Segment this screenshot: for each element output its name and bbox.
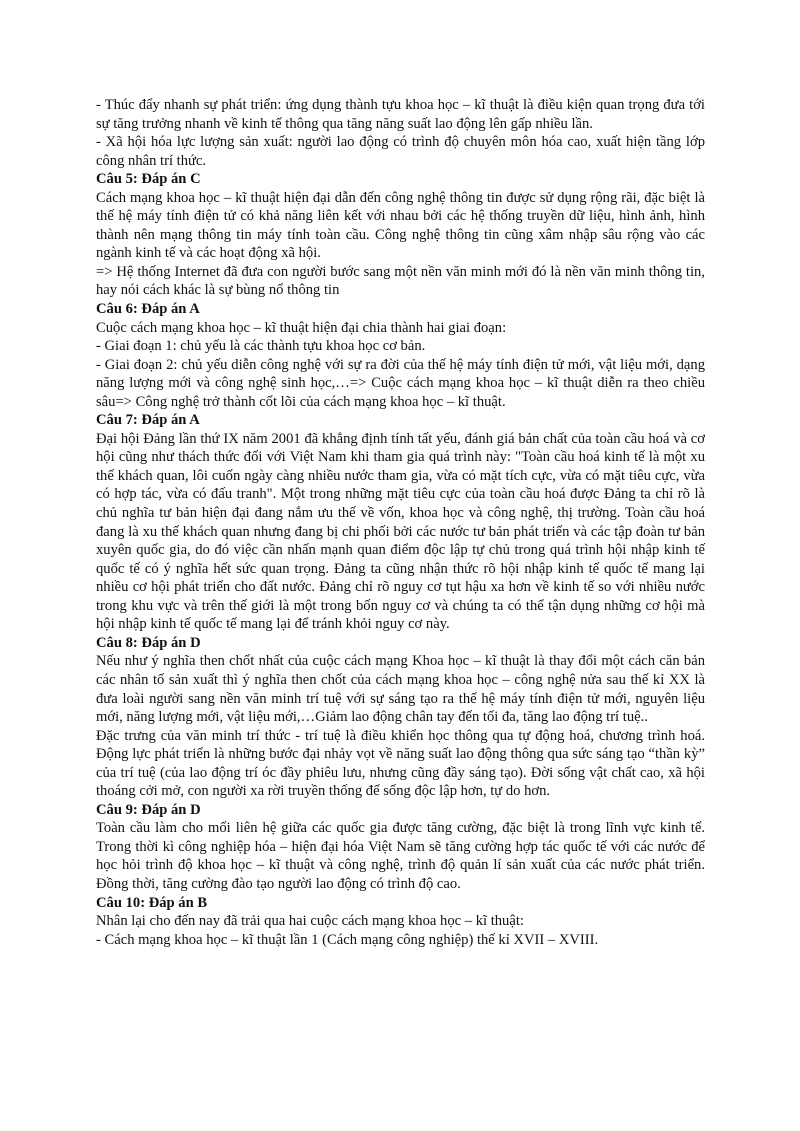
question-heading: Câu 7: Đáp án A xyxy=(96,412,200,429)
document-page xyxy=(96,96,705,949)
paragraph: Đặc trưng của văn minh trí thức - trí tuệ là điều khiển học thông qua tự động hoá, chương trình hoá. Động lực phát triển là những bước đại nhảy vọt về năng suất lao động thông qua sức sáng tạo “thần kỳ” của trí tuệ (của lao động trí óc đầy phiêu lưu, nhưng cũng đầy sáng tạo). Đời sống vật chất cao, xã hội thoáng cởi mở, con người xa rời truyền thống để sống độc lập hơn, tự do hơn. xyxy=(96,727,705,800)
paragraph: => Hệ thống Internet đã đưa con người bước sang một nền văn minh mới đó là nền văn minh thông tin, hay nói cách khác là sự bùng nổ thông tin xyxy=(96,263,705,299)
question-heading: Câu 5: Đáp án C xyxy=(96,171,201,188)
paragraph: - Giai đoạn 1: chủ yếu là các thành tựu khoa học cơ bản. xyxy=(96,338,426,355)
paragraph: Đại hội Đảng lần thứ IX năm 2001 đã khẳng định tính tất yếu, đánh giá bản chất của toàn cầu hoá và cơ hội cũng như thách thức đối với Việt Nam khi tham gia quá trình này: "Toàn cầu hoá kinh tế là một xu thế khách quan, lôi cuốn ngày càng nhiều nước tham gia, vừa có mặt tích cực, vừa có mặt tiêu cực, vừa có hợp tác, vừa có đấu tranh". Một trong những mặt tiêu cực của toàn cầu hoá được Đảng ta chỉ rõ là chủ nghĩa tư bản hiện đại đang nắm ưu thế về vốn, khoa học và công nghệ, thị trường. Toàn cầu hoá đang là xu thế khách quan nhưng đang bị chi phối bởi các nước tư bản phát triển và các tập đoàn tư bản xuyên quốc gia, do đó việc cần nhấn mạnh quan điểm độc lập tự chủ trong quá trình hội nhập kinh tế quốc tế có ý nghĩa hết sức quan trọng. Đảng ta cũng nhận thức rõ hội nhập kinh tế quốc tế mang lại nhiều cơ hội phát triển cho đất nước. Đảng chỉ rõ nguy cơ tụt hậu xa hơn về kinh tế so với nhiều nước trong khu vực và trên thế giới là một trong bốn nguy cơ và chúng ta có thể tận dụng những cơ hội mà hội nhập kinh tế quốc tế mang lại để tránh khỏi nguy cơ này. xyxy=(96,430,705,633)
question-heading: Câu 10: Đáp án B xyxy=(96,894,208,911)
paragraph: Toàn cầu làm cho mối liên hệ giữa các quốc gia được tăng cường, đặc biệt là trong lĩnh vực kinh tế. Trong thời kì công nghiệp hóa – hiện đại hóa Việt Nam sẽ tăng cường hợp tác quốc tế với các nước để học hỏi trình độ khoa học – kĩ thuật và công nghệ, trình độ quản lí sản xuất của các nước phát triển. Đồng thời, tăng cường đào tạo người lao động có trình độ cao. xyxy=(96,820,705,892)
paragraph: Cuộc cách mạng khoa học – kĩ thuật hiện đại chia thành hai giai đoạn: xyxy=(96,319,507,336)
paragraph: - Xã hội hóa lực lượng sản xuất: người lao động có trình độ chuyên môn hóa cao, xuất hiện tầng lớp công nhân trí thức. xyxy=(96,134,705,169)
paragraph: - Giai đoạn 2: chủ yếu diễn công nghệ với sự ra đời của thế hệ máy tính điện tử mới, vật liệu mới, dạng năng lượng mới và công nghệ sinh học,…=> Cuộc cách mạng khoa học – kĩ thuật diễn ra theo chiều sâu=> Công nghệ trở thành cốt lõi của cách mạng khoa học – kĩ thuật. xyxy=(96,356,705,410)
question-heading: Câu 6: Đáp án A xyxy=(96,301,200,318)
question-heading: Câu 9: Đáp án D xyxy=(96,801,201,818)
paragraph: Cách mạng khoa học – kĩ thuật hiện đại dẫn đến công nghệ thông tin được sử dụng rộng rãi, đặc biệt là thế hệ máy tính điện tử có khả năng liên kết với nhau bởi các hệ thống truyền dữ liệu, hình ảnh, hình thành nên mạng thông tin máy tính toàn cầu. Công nghệ thông tin cũng xâm nhập sâu rộng vào các ngành kinh tế và các hoạt động xã hội. xyxy=(96,189,705,262)
paragraph: - Thúc đẩy nhanh sự phát triển: ứng dụng thành tựu khoa học – kĩ thuật là điều kiện quan trọng đưa tới sự tăng trưởng nhanh về kinh tế thông qua tăng năng suất lao động lên gấp nhiều lần. xyxy=(96,97,705,132)
question-heading: Câu 8: Đáp án D xyxy=(96,634,201,651)
paragraph: Nếu như ý nghĩa then chốt nhất của cuộc cách mạng Khoa học – kĩ thuật là thay đổi một cách căn bản các nhân tố sản xuất thì ý nghĩa then chốt của cách mạng khoa học – công nghệ nửa sau thế kỉ XX là đưa loài người sang nền văn minh trí tuệ với sự sáng tạo ra thế hệ máy tính điện tử mới, nguyên liệu mới, năng lượng mới, vật liệu mới,…Giảm lao động chân tay đến tối đa, tăng lao động trí tuệ.. xyxy=(96,653,705,726)
paragraph: Nhân lại cho đến nay đã trải qua hai cuộc cách mạng khoa học – kĩ thuật: xyxy=(96,913,524,930)
paragraph: - Cách mạng khoa học – kĩ thuật lần 1 (Cách mạng công nghiệp) thế kỉ XVII – XVIII. xyxy=(96,931,599,948)
